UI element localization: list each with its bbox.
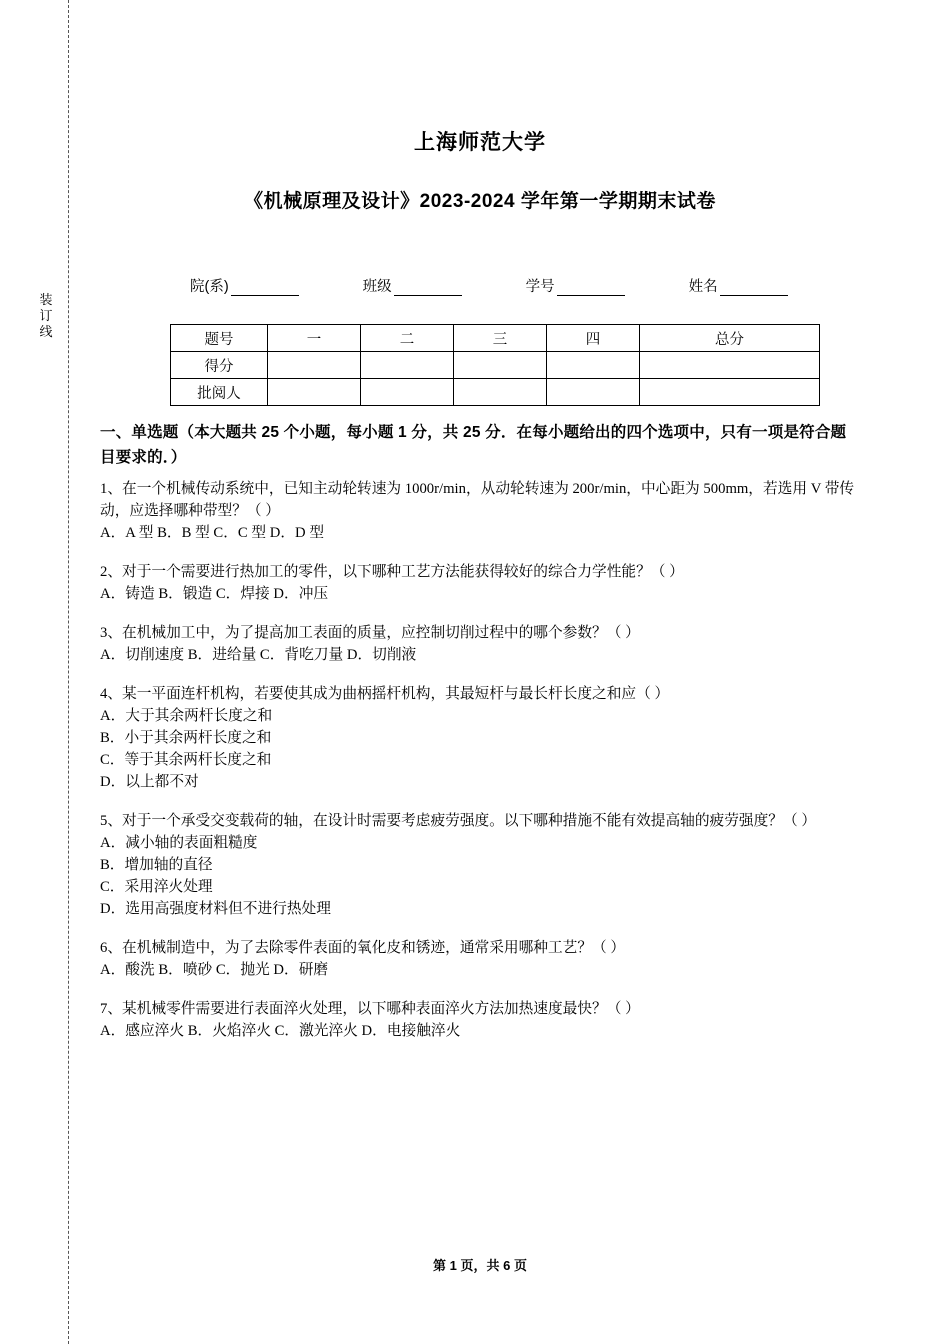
question-options-inline: A．铸造 B．锻造 C．焊接 D．冲压 xyxy=(100,586,329,602)
question-options-inline: A．酸洗 B．喷砂 C．抛光 D．研磨 xyxy=(100,962,329,978)
table-row xyxy=(171,325,820,352)
field-student-id-blank[interactable] xyxy=(557,281,625,296)
score-row-head: 批阅人 xyxy=(171,379,268,406)
question-option: B．增加轴的直径 xyxy=(100,857,213,873)
question-2 xyxy=(100,561,860,605)
score-row-head: 得分 xyxy=(171,352,268,379)
score-cell[interactable] xyxy=(640,379,820,406)
page-footer: 第 1 页，共 6 页 xyxy=(433,1258,527,1273)
university-title: 上海师范大学 xyxy=(414,131,546,154)
question-option: C．等于其余两杆长度之和 xyxy=(100,752,272,768)
field-student-id xyxy=(526,275,625,296)
field-department-label: 院(系) xyxy=(190,279,229,295)
question-stem: 2、对于一个需要进行热加工的零件，以下哪种工艺方法能获得较好的综合力学性能？（ ） xyxy=(100,564,684,580)
score-cell[interactable] xyxy=(361,352,454,379)
question-1 xyxy=(100,478,860,544)
question-6 xyxy=(100,937,860,981)
question-option: D．以上都不对 xyxy=(100,774,199,790)
table-row xyxy=(171,379,820,406)
score-cell[interactable] xyxy=(268,379,361,406)
question-option: D．选用高强度材料但不进行热处理 xyxy=(100,901,331,917)
question-stem: 4、某一平面连杆机构，若要使其成为曲柄摇杆机构，其最短杆与最长杆长度之和应（ ） xyxy=(100,686,670,702)
score-cell[interactable] xyxy=(547,379,640,406)
field-name-blank[interactable] xyxy=(720,281,788,296)
score-row-head: 题号 xyxy=(171,325,268,352)
question-options-inline: A．A 型 B．B 型 C．C 型 D．D 型 xyxy=(100,525,325,541)
field-department xyxy=(190,275,299,296)
question-option: A．大于其余两杆长度之和 xyxy=(100,708,273,724)
field-class-blank[interactable] xyxy=(394,281,462,296)
binding-line xyxy=(68,0,69,1344)
score-cell: 四 xyxy=(547,325,640,352)
question-4 xyxy=(100,683,860,793)
table-row xyxy=(171,352,820,379)
question-stem: 6、在机械制造中，为了去除零件表面的氧化皮和锈迹，通常采用哪种工艺？（ ） xyxy=(100,940,626,956)
question-stem: 5、对于一个承受交变载荷的轴，在设计时需要考虑疲劳强度。以下哪种措施不能有效提高轴的疲劳强度？（ ） xyxy=(100,813,817,829)
score-cell: 总分 xyxy=(640,325,820,352)
score-cell[interactable] xyxy=(361,379,454,406)
score-table xyxy=(170,324,820,406)
question-stem: 3、在机械加工中，为了提高加工表面的质量，应控制切削过程中的哪个参数？（ ） xyxy=(100,625,640,641)
score-cell: 一 xyxy=(268,325,361,352)
score-cell[interactable] xyxy=(640,352,820,379)
field-class xyxy=(363,275,462,296)
score-cell[interactable] xyxy=(454,352,547,379)
question-stem: 1、在一个机械传动系统中，已知主动轮转速为 1000r/min，从动轮转速为 200r/min，中心距为 500mm，若选用 V 带传动，应选择哪种带型？（ ） xyxy=(100,481,855,519)
question-options-inline: A．感应淬火 B．火焰淬火 C．激光淬火 D．电接触淬火 xyxy=(100,1023,461,1039)
score-cell[interactable] xyxy=(547,352,640,379)
field-student-id-label: 学号 xyxy=(525,279,555,295)
score-cell[interactable] xyxy=(268,352,361,379)
field-name-label: 姓名 xyxy=(688,279,718,295)
score-cell: 二 xyxy=(361,325,454,352)
score-cell[interactable] xyxy=(454,379,547,406)
question-stem: 7、某机械零件需要进行表面淬火处理，以下哪种表面淬火方法加热速度最快？（ ） xyxy=(100,1001,640,1017)
question-option: C．采用淬火处理 xyxy=(100,879,213,895)
section-heading: 一、单选题（本大题共 25 个小题，每小题 1 分，共 25 分．在每小题给出的四个选项中，只有一项是符合题目要求的．） xyxy=(100,424,847,466)
question-7 xyxy=(100,998,860,1042)
student-info-fields xyxy=(100,275,860,296)
question-5 xyxy=(100,810,860,920)
field-name xyxy=(689,275,788,296)
exam-title: 《机械原理及设计》2023-2024 学年第一学期期末试卷 xyxy=(244,191,716,212)
field-class-label: 班级 xyxy=(362,279,392,295)
score-cell: 三 xyxy=(454,325,547,352)
question-option: A．减小轴的表面粗糙度 xyxy=(100,835,258,851)
question-option: B．小于其余两杆长度之和 xyxy=(100,730,272,746)
binding-label: 装订线 xyxy=(39,292,53,339)
question-options-inline: A．切削速度 B．进给量 C．背吃刀量 D．切削液 xyxy=(100,647,417,663)
question-3 xyxy=(100,622,860,666)
document-page xyxy=(100,0,860,1344)
field-department-blank[interactable] xyxy=(231,281,299,296)
